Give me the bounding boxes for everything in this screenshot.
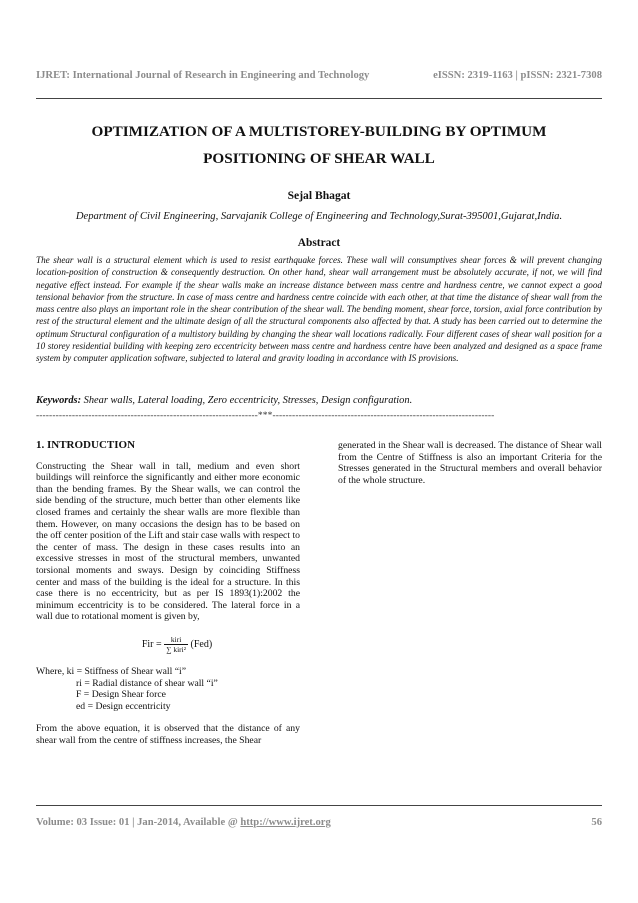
author-name: Sejal Bhagat	[287, 189, 351, 202]
header-rule	[36, 98, 602, 99]
footer-volume: Volume: 03 Issue: 01 | Jan-2014, Available @	[36, 817, 241, 828]
formula-definitions	[36, 666, 300, 712]
right-column	[338, 440, 602, 495]
issn: eISSN: 2319-1163 | pISSN: 2321-7308	[433, 70, 602, 81]
journal-name: IJRET: International Journal of Research in Engineering and Technology	[36, 70, 370, 81]
keywords-text: Shear walls, Lateral loading, Zero eccentricity, Stresses, Design configuration.	[81, 395, 413, 406]
definition-radial-distance: ri = Radial distance of shear wall “i”	[76, 677, 218, 689]
author-affiliation: Department of Civil Engineering, Sarvajanik College of Engineering and Technology,Surat-395001,Gujarat,India.	[75, 211, 563, 222]
left-column	[36, 440, 300, 755]
running-header	[36, 70, 602, 81]
definition-stiffness: Where, ki = Stiffness of Shear wall “i”	[36, 665, 187, 677]
formula-rhs: (Fed)	[190, 638, 213, 650]
title-line-1: OPTIMIZATION OF A MULTISTOREY-BUILDING BY OPTIMUM	[91, 123, 547, 140]
footer-rule	[36, 805, 602, 806]
section-heading-introduction: 1. INTRODUCTION	[36, 439, 136, 451]
formula-fraction	[164, 635, 188, 654]
formula-lhs: Fir =	[141, 638, 165, 650]
intro-paragraph-2: From the above equation, it is observed that the distance of any shear wall from the centre of stiffness increases, the Shear	[36, 723, 300, 746]
intro-paragraph-3: generated in the Shear wall is decreased. The distance of Shear wall from the Centre of Stiffness is also an important Criteria for the Stresses generated in the Structural members and overall behavior of the whole structure.	[338, 440, 602, 486]
formula-denominator: ∑ kiri²	[166, 644, 187, 654]
lateral-force-formula	[36, 635, 300, 654]
section-separator: --------------------------------------------------------------------***--------------------------------------------------------------------	[36, 411, 495, 421]
journal-link[interactable]: http://www.ijret.org	[240, 817, 331, 828]
definition-eccentricity: ed = Design eccentricity	[76, 700, 171, 712]
keywords	[36, 395, 602, 406]
keywords-label: Keywords:	[36, 395, 82, 406]
paper-title	[36, 118, 602, 172]
page-number: 56	[591, 817, 602, 828]
intro-paragraph-1: Constructing the Shear wall in tall, medium and even short buildings will reinforce the significantly and either more economic than the bending frames. By the Shear walls, we can control the side bending of the structure, much better than other elements like closed frames and certainly the shear walls are more flexible than them. However, on many occasions the design has to be based on the off center position of the Lift and stair case walls with respect to the center of mass. The design in these cases results into an excessive stresses in most of the structural members, unwanted torsional moments and sways. Design by coinciding Stiffness center and mass of the building is the ideal for a structure. In this case there is no eccentricity, but as per IS 1893(1):2002 the minimum eccentricity is to be considered. The lateral force in a wall due to rotational moment is given by,	[36, 460, 300, 623]
abstract-text: The shear wall is a structural element which is used to resist earthquake forces. These wall will consumptives shear forces & will prevent changing location-position of construction & consequently destruction. On other hand, shear wall arrangement must be absolutely accurate, if not, we will find negative effect instead. For example if the shear walls make an increase distance between mass centre and hardness centre, we cannot expect a good tensional behavior from the structure. In case of mass centre and hardness centre coincide with each other, at that time the distance of shear wall from the mass centre also plays an important role in the shear contribution of the shear wall. The bending moment, shear force, torsion, axial force contribution by rest of the structural element and the ultimate design of all the structural components also affected by that. A study has been carried out to determine the optimum Structural configuration of a multistory building by changing the shear wall locations radically. Four different cases of shear wall position for a 10 storey residential building with keeping zero eccentricity between mass centre and hardness centre have been analyzed and designed as a space frame system by computer application software, subjected to lateral and gravity loading in accordance with IS provisions.	[36, 255, 602, 364]
running-footer	[36, 817, 602, 828]
abstract-heading: Abstract	[297, 237, 341, 249]
formula-numerator: kiri	[164, 635, 188, 645]
definition-shear-force: F = Design Shear force	[76, 689, 166, 701]
title-line-2: POSITIONING OF SHEAR WALL	[203, 150, 435, 167]
